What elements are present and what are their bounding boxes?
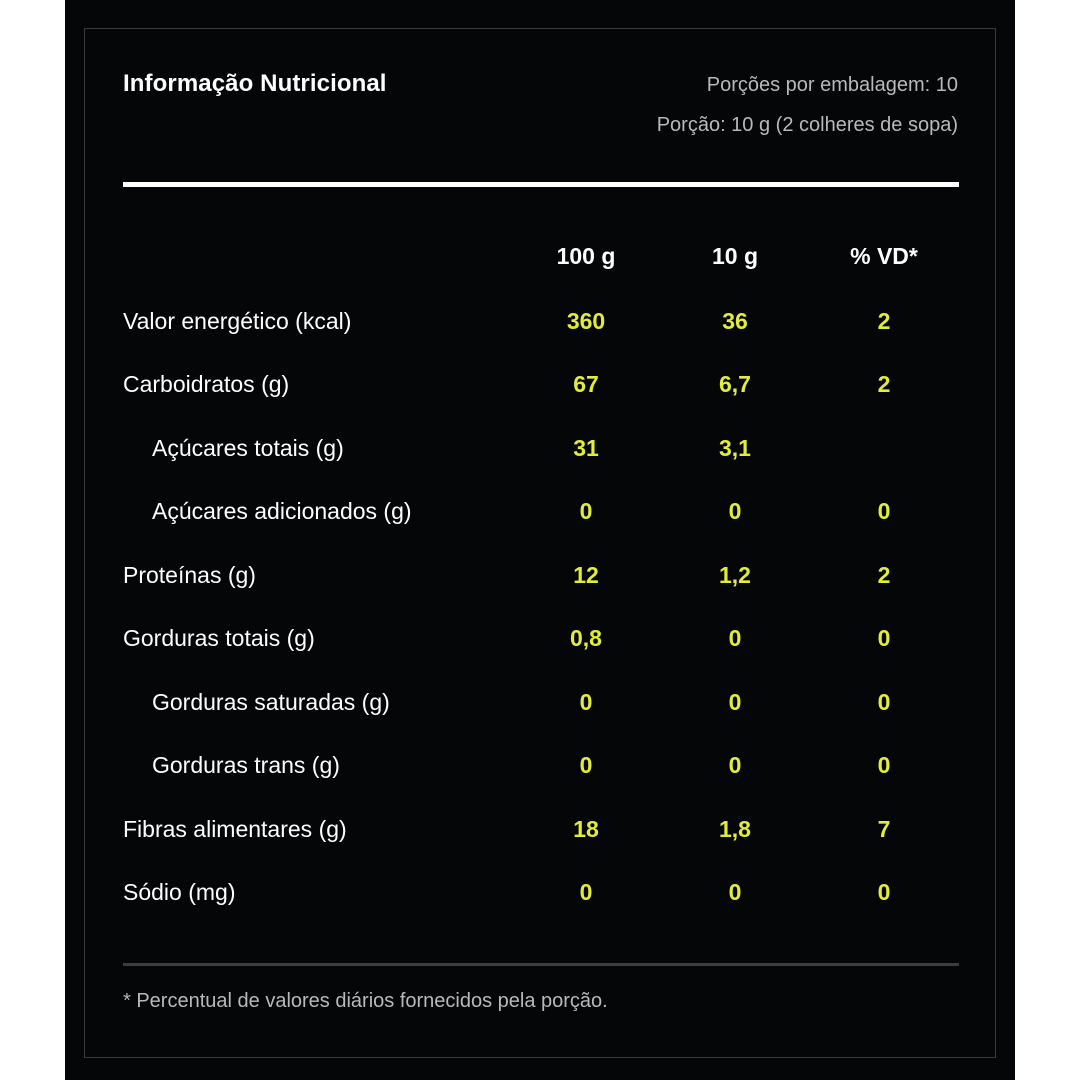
value-vd: 0	[877, 498, 891, 524]
value-vd: 2	[877, 562, 891, 588]
value-vd: 2	[877, 371, 891, 397]
row-label: Açúcares totais (g)	[152, 435, 344, 461]
serving-size: Porção: 10 g (2 colheres de sopa)	[656, 114, 958, 136]
value-100g: 0,8	[570, 625, 602, 651]
value-100g: 0	[579, 752, 593, 778]
table-row	[0, 435, 1080, 475]
table-row	[0, 371, 1080, 411]
row-label: Fibras alimentares (g)	[123, 816, 347, 842]
value-portion: 0	[728, 689, 742, 715]
row-label: Gorduras totais (g)	[123, 625, 315, 651]
servings-per-package: Porções por embalagem: 10	[706, 74, 958, 96]
value-100g: 67	[573, 371, 599, 397]
value-vd: 0	[877, 879, 891, 905]
header-divider	[123, 182, 959, 187]
value-100g: 31	[573, 435, 599, 461]
table-row	[0, 752, 1080, 792]
table-row	[0, 308, 1080, 348]
row-label: Açúcares adicionados (g)	[152, 498, 412, 524]
value-100g: 0	[579, 879, 593, 905]
value-100g: 18	[573, 816, 599, 842]
table-row	[0, 562, 1080, 602]
footer-divider	[123, 963, 959, 966]
table-row	[0, 625, 1080, 665]
row-label: Proteínas (g)	[123, 562, 256, 588]
row-label: Valor energético (kcal)	[123, 308, 352, 334]
value-100g: 0	[579, 498, 593, 524]
value-portion: 0	[728, 879, 742, 905]
row-label: Carboidratos (g)	[123, 371, 290, 397]
value-portion: 0	[728, 752, 742, 778]
value-vd: 0	[877, 752, 891, 778]
value-100g: 12	[573, 562, 599, 588]
table-row	[0, 816, 1080, 856]
footnote: * Percentual de valores diários fornecidos pela porção.	[123, 990, 608, 1012]
value-vd: 7	[877, 816, 891, 842]
value-portion: 1,8	[719, 816, 751, 842]
row-label: Sódio (mg)	[123, 879, 236, 905]
value-portion: 0	[728, 498, 742, 524]
value-100g: 0	[579, 689, 593, 715]
column-header-vd: % VD*	[850, 243, 918, 269]
value-portion: 1,2	[719, 562, 751, 588]
panel-title: Informação Nutricional	[123, 70, 387, 97]
table-row	[0, 689, 1080, 729]
value-portion: 3,1	[719, 435, 751, 461]
value-vd: 2	[877, 308, 891, 334]
value-portion: 6,7	[719, 371, 751, 397]
value-100g: 360	[566, 308, 606, 334]
value-vd: 0	[877, 625, 891, 651]
row-label: Gorduras trans (g)	[152, 752, 340, 778]
column-header-portion: 10 g	[711, 243, 759, 269]
column-header-100g: 100 g	[556, 243, 616, 269]
row-label: Gorduras saturadas (g)	[152, 689, 390, 715]
value-portion: 36	[722, 308, 748, 334]
table-row	[0, 498, 1080, 538]
value-vd: 0	[877, 689, 891, 715]
table-row	[0, 879, 1080, 919]
value-portion: 0	[728, 625, 742, 651]
